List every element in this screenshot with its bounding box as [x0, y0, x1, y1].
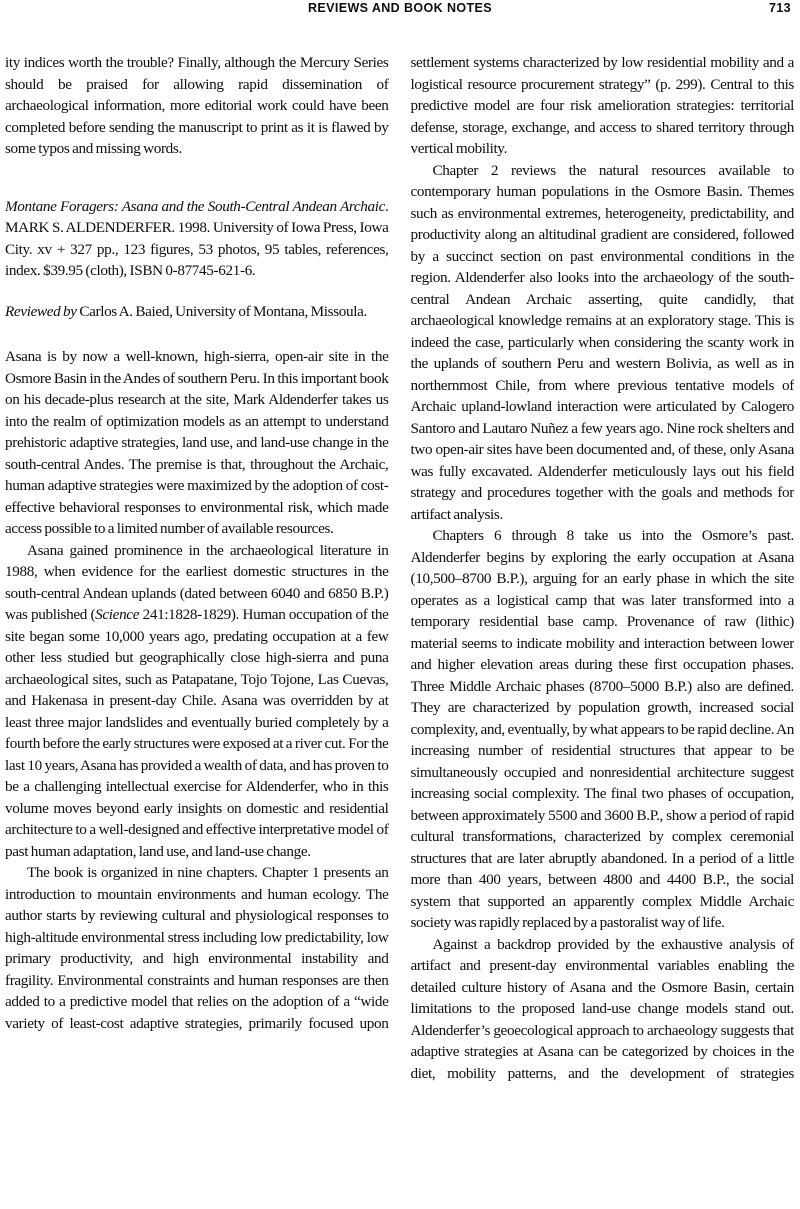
paragraph-mercury-series: ity indices worth the trouble? Finally, although the Mercury Series should be praised for allowing rapid dissemination of archaeological information, more editorial work could have been completed before sending the manuscript to print as it is flawed by some typos and missing words. [5, 54, 389, 157]
book-citation [5, 196, 389, 282]
prominence-text-before: Asana gained prominence in the archaeological literature in 1988, when evidence for the earliest domestic structures in the south-central Andean uplands (dated between 6040 and 6850 B.P.) was published ( [5, 541, 389, 623]
prominence-text-after: 241:1828-1829). Human occupation of the site began some 10,000 years ago, predating occupation at a few other less studied but geographically close high-sierra and puna archaeological sites, such as Patapatane, Tojo Tojone, Las Cuevas, and Hakenasa in present-day Chile. Asana was overridden by at least three major landslides and eventually buried completely by a fourth before the early structures were exposed at a river cut. For the last 10 years, Asana has provided a wealth of data, and has proven to be a challenging intellectual exercise for Aldenderfer, who in this volume moves beyond early insights on domestic and residential architecture to a well-designed and effective interpretative model of past human adaptation, land use, and land-use change. [5, 606, 389, 860]
paragraph-settlement-systems: settlement systems characterized by low residential mobility and a logistical resource procurement strategy” (p. 299). Central to this predictive model are four risk amelioration strategies: territorial defense, storage, exchange, and access to shared territory through vertical mobility. [410, 54, 794, 157]
paragraph-book-organized: The book is organized in nine chapters. Chapter 1 presents an introduction to mountain environments and human ecology. The author starts by reviewing cultural and physiological responses to high-altitude environmental stress including low predictability, low primary productivity, and high environmental instability and fragility. Environmental constraints and human responses are then added to a predictive model that relies on the adoption of a “wide variety of least-cost adaptive strategies, primarily focused upon [5, 864, 389, 1032]
page-number: 713 [768, 1, 791, 15]
reviewed-by-label: Reviewed by [5, 302, 77, 320]
paragraph-chapters-6-8: Chapters 6 through 8 take us into the Osmore’s past. Aldenderfer begins by exploring the early occupation at Asana (10,500–8700 B.P.), arguing for an early phase in which the site operates as a logistical camp that was later transformed into a temporary residential base camp. Provenance of raw (lithic) material seems to indicate mobility and interaction between lower and higher elevation areas during these first occupation phases. Three Middle Archaic phases (8700–5000 B.P.) also are defined. They are characterized by population growth, increased social complexity, and, eventually, by what appears to be rapid decline. An increasing number of residential structures that appear to be simultaneously occupied and nonresidential architecture suggest increasing social complexity. The final two phases of occupation, between approximately 5500 and 3600 B.P., show a period of rapid cultural transformations, characterized by complex ceremonial structures that are later abruptly abandoned. In a period of a little more than 400 years, between 4800 and 4400 B.P., the social system that supported an apparently complex Middle Archaic society was rapidly replaced by a pastoralist way of life. [410, 527, 794, 931]
right-column [411, 52, 795, 1207]
book-title: Montane Foragers: Asana and the South-Central Andean Archaic [5, 197, 386, 215]
running-head [0, 0, 800, 16]
paragraph-against-backdrop: Against a backdrop provided by the exhaustive analysis of artifact and present-day environmental variables enabling the detailed culture history of Asana and the Osmore Basin, certain limitations to the proposed land-use change models stand out. Aldenderfer’s geoecological approach to archaeology suggests that adaptive strategies at Asana can be categorized by choices in the diet, mobility patterns, and the development of strategies [410, 935, 794, 1082]
two-column-body [0, 52, 800, 1207]
reviewer-line [5, 301, 389, 323]
book-citation-details: . MARK S. ALDENDERFER. 1998. University of Iowa Press, Iowa City. xv + 327 pp., 123 figures, 53 photos, 95 tables, references, index. $39.95 (cloth), ISBN 0-87745-621-6. [5, 197, 389, 279]
science-journal-title: Science [95, 606, 140, 623]
paragraph-asana-prominence [5, 540, 389, 863]
paragraph-asana-intro: Asana is by now a well-known, high-sierra, open-air site in the Osmore Basin in the Andes of southern Peru. In this important book on his decade-plus research at the site, Mark Aldenderfer takes us into the realm of optimization models as an attempt to understand prehistoric adaptive strategies, land use, and land-use change in the south-central Andes. The premise is that, throughout the Archaic, human adaptive strategies were maximized by the adoption of cost-effective behavioral responses to environmental risk, which made access possible to a limited number of available resources. [5, 348, 389, 537]
paragraph-chapter-2: Chapter 2 reviews the natural resources available to contemporary human populations in the Osmore Basin. Themes such as environmental extremes, heterogeneity, predictability, and productivity along an altitudinal gradient are considered, followed by a succinct section on past environmental conditions in the region. Aldenderfer also looks into the archaeology of the south-central Andean Archaic asserting, quite candidly, that archaeological knowledge remains at an exploratory stage. This is indeed the case, particularly when considering the scanty work in the uplands of southern Peru and western Bolivia, as well as in northernmost Chile, from where previous tentative models of Archaic upland-lowland interaction were articulated by Calogero Santoro and Lautaro Nuñez a few years ago. Nine rock shelters and two open-air sites have been documented and, of these, only Asana was fully excavated. Aldenderfer meticulously lays out his field strategy and procedures together with the goals and methods for artifact analysis. [410, 161, 794, 523]
running-head-title: REVIEWS AND BOOK NOTES [307, 1, 493, 15]
left-column [5, 52, 389, 1207]
reviewer-name: Carlos A. Baied, University of Montana, Missoula. [76, 302, 367, 320]
